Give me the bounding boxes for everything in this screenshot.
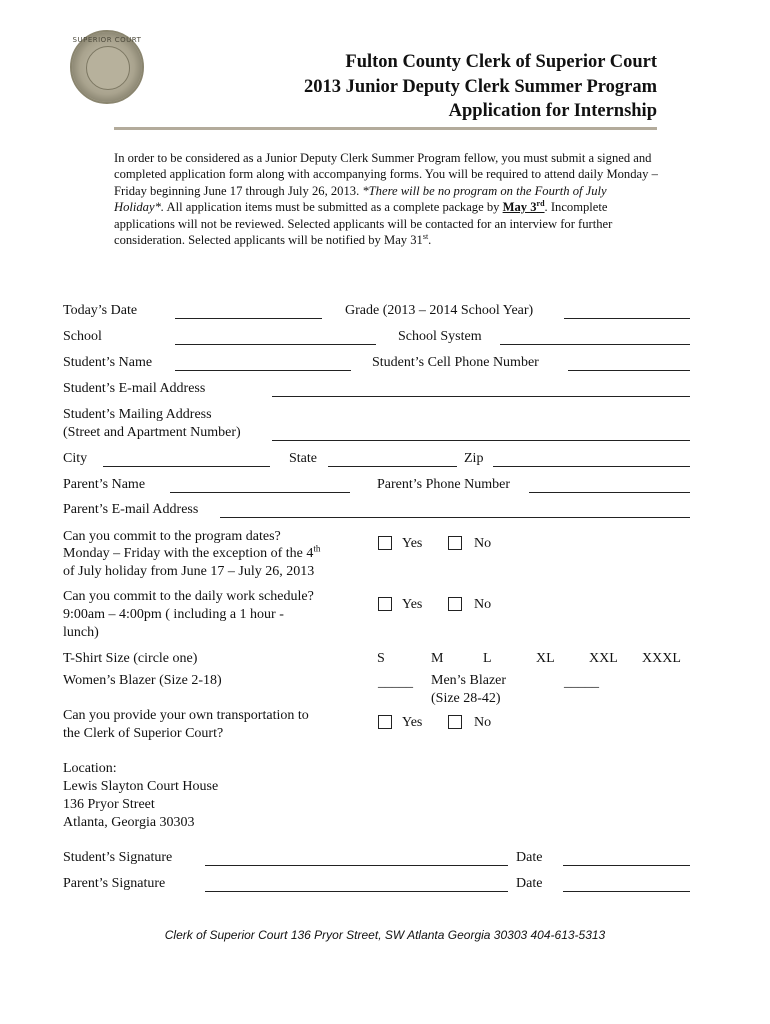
- parent-name-field[interactable]: [170, 492, 350, 493]
- student-signature-field[interactable]: [205, 865, 508, 866]
- seal-emblem: [86, 46, 130, 90]
- q3-line-2: the Clerk of Superior Court?: [63, 726, 224, 741]
- todays-date-field[interactable]: [175, 318, 322, 319]
- court-seal-logo: [70, 30, 144, 104]
- title-line-1: Fulton County Clerk of Superior Court: [345, 52, 657, 72]
- mens-blazer-field[interactable]: _____: [564, 675, 599, 690]
- student-date-field[interactable]: [563, 865, 690, 866]
- grade-field[interactable]: [564, 318, 690, 319]
- womens-blazer-label: Women’s Blazer (Size 2-18): [63, 673, 222, 688]
- parent-signature-label: Parent’s Signature: [63, 876, 166, 891]
- tshirt-size-label: T-Shirt Size (circle one): [63, 651, 198, 666]
- title-line-2: 2013 Junior Deputy Clerk Summer Program: [303, 76, 657, 97]
- q1-yes-label: Yes: [402, 536, 423, 551]
- q2-line-3: lunch): [63, 625, 99, 640]
- intro-text-3: . Incomplete applications will not be reviewed. Selected applicants will be contacted for an interview for further consideration. Selected applicants will be notified by May 31: [114, 200, 613, 248]
- intro-paragraph: In order to be considered as a Junior Deputy Clerk Summer Program fellow, you must submit a signed and completed application form along with accompanying forms. You will be required to attend daily Monday – Friday beginning June 17 through July 26, 2013. *There will be no program on the Fourth of July Holiday*. All application items must be submitted as a complete package by May 3rd. Incomplete applications will not be reviewed. Selected applicants will be contacted for an interview for further consideration. Selected applicants will be notified by May 31st.: [114, 151, 658, 248]
- parent-phone-label: Parent’s Phone Number: [377, 477, 510, 492]
- city-label: City: [63, 451, 88, 466]
- student-date-label: Date: [516, 850, 543, 865]
- womens-blazer-field[interactable]: _____: [378, 675, 413, 690]
- student-name-field[interactable]: [175, 370, 351, 371]
- intro-text-2: All application items must be submitted as a complete package by: [164, 200, 503, 215]
- q3-yes-label: Yes: [402, 715, 423, 730]
- q2-no-label: No: [474, 597, 492, 612]
- school-field[interactable]: [175, 344, 376, 345]
- student-cell-label: Student’s Cell Phone Number: [372, 355, 539, 370]
- q2-no-checkbox[interactable]: [448, 597, 462, 611]
- mailing-address-sublabel: (Street and Apartment Number): [63, 425, 241, 440]
- intro-holiday-note: *There will be no program on the Fourth of July Holiday*.: [114, 183, 607, 215]
- parent-email-label: Parent’s E-mail Address: [63, 502, 199, 517]
- todays-date-label: Today’s Date: [63, 303, 138, 318]
- school-system-field[interactable]: [500, 344, 690, 345]
- size-option-l[interactable]: L: [483, 651, 492, 666]
- q1-yes-checkbox[interactable]: [378, 536, 392, 550]
- student-cell-field[interactable]: [568, 370, 690, 371]
- size-option-xxxl[interactable]: XXXL: [642, 651, 681, 666]
- deadline: May 3rd: [502, 199, 545, 215]
- location-line-2: 136 Pryor Street: [63, 797, 155, 812]
- school-system-label: School System: [398, 329, 482, 344]
- q1-line-2: Monday – Friday with the exception of the 4th: [63, 543, 321, 561]
- q1-no-label: No: [474, 536, 492, 551]
- q2-line-1: Can you commit to the daily work schedule?: [63, 589, 314, 604]
- state-label: State: [289, 451, 317, 466]
- q3-no-label: No: [474, 715, 492, 730]
- q1-line-1: Can you commit to the program dates?: [63, 529, 281, 544]
- parent-date-field[interactable]: [563, 891, 690, 892]
- footer-address: Clerk of Superior Court 136 Pryor Street, SW Atlanta Georgia 30303 404-613-5313: [164, 928, 606, 942]
- student-email-field[interactable]: [272, 396, 690, 397]
- intro-text-1: In order to be considered as a Junior Deputy Clerk Summer Program fellow, you must submit a signed and completed application form along with accompanying forms. You will be required to attend daily Monday – Friday beginning June 17 through July 26, 2013.: [114, 151, 658, 198]
- grade-label: Grade (2013 – 2014 School Year): [345, 303, 534, 318]
- title-line-3: Application for Internship: [448, 101, 657, 121]
- student-email-label: Student’s E-mail Address: [63, 381, 206, 396]
- parent-phone-field[interactable]: [529, 492, 690, 493]
- q1-no-checkbox[interactable]: [448, 536, 462, 550]
- parent-email-field[interactable]: [220, 517, 690, 518]
- seal-text: SUPERIOR COURT: [72, 36, 142, 44]
- student-name-label: Student’s Name: [63, 355, 153, 370]
- parent-date-label: Date: [516, 876, 543, 891]
- mens-blazer-label: Men’s Blazer: [431, 673, 507, 688]
- school-label: School: [63, 329, 102, 344]
- q2-yes-checkbox[interactable]: [378, 597, 392, 611]
- city-field[interactable]: [103, 466, 270, 467]
- size-option-m[interactable]: M: [431, 651, 444, 666]
- q1-line-3: of July holiday from June 17 – July 26, 2013: [63, 564, 315, 579]
- student-signature-label: Student’s Signature: [63, 850, 173, 865]
- location-line-3: Atlanta, Georgia 30303: [63, 815, 195, 830]
- location-line-1: Lewis Slayton Court House: [63, 779, 219, 794]
- state-field[interactable]: [328, 466, 457, 467]
- parent-name-label: Parent’s Name: [63, 477, 146, 492]
- zip-label: Zip: [464, 451, 484, 466]
- header-divider: [114, 127, 657, 130]
- size-option-s[interactable]: S: [377, 651, 385, 666]
- q2-line-2: 9:00am – 4:00pm ( including a 1 hour -: [63, 607, 284, 622]
- mailing-address-label: Student’s Mailing Address: [63, 407, 212, 422]
- page-title: [304, 50, 657, 124]
- parent-signature-field[interactable]: [205, 891, 508, 892]
- q3-no-checkbox[interactable]: [448, 715, 462, 729]
- q2-yes-label: Yes: [402, 597, 423, 612]
- size-option-xxl[interactable]: XXL: [589, 651, 618, 666]
- q3-line-1: Can you provide your own transportation to: [63, 708, 309, 723]
- q3-yes-checkbox[interactable]: [378, 715, 392, 729]
- location-label: Location:: [63, 761, 117, 776]
- mens-blazer-sublabel: (Size 28-42): [431, 691, 501, 706]
- zip-field[interactable]: [493, 466, 690, 467]
- size-option-xl[interactable]: XL: [536, 651, 555, 666]
- mailing-address-field[interactable]: [272, 440, 690, 441]
